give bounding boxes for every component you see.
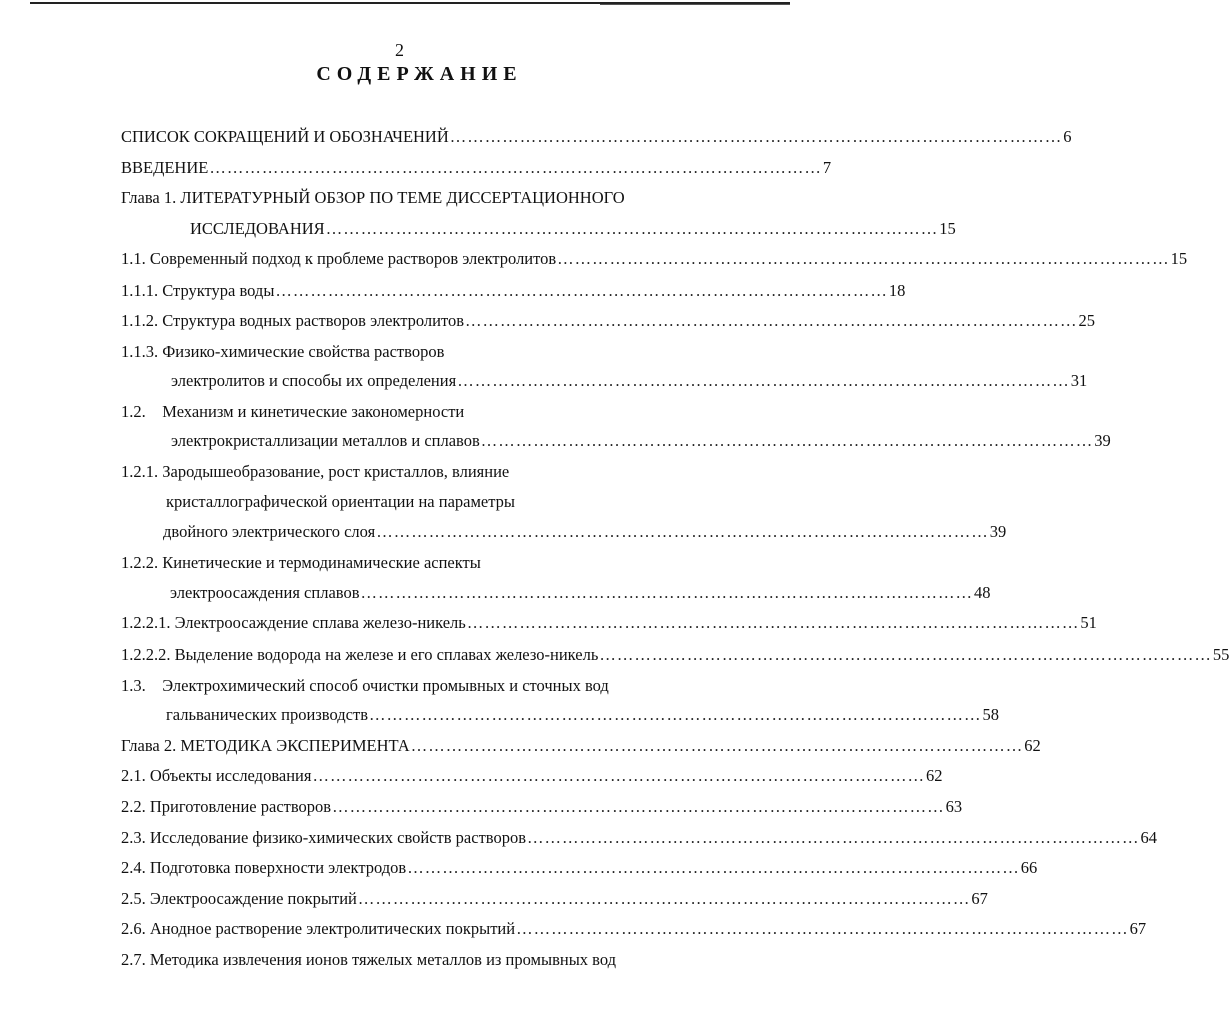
toc-entry-page: 6: [1063, 127, 1072, 146]
toc-entry: [121, 827, 1158, 849]
page-number: 2: [395, 40, 404, 60]
toc-entry: [121, 796, 963, 818]
toc-entry-page: 55: [1212, 645, 1229, 664]
toc-entry-page: 31: [1070, 371, 1088, 390]
toc-entry: [166, 704, 999, 726]
toc-entry: [121, 126, 1072, 148]
toc-leader-dots: ……………………………………………………………………………………………: [209, 158, 822, 177]
toc-leader-dots: ……………………………………………………………………………………………: [407, 858, 1020, 877]
toc-leader-dots: ……………………………………………………………………………………………: [275, 281, 888, 300]
top-border-line-secondary: [600, 4, 790, 5]
toc-leader-dots: ……………………………………………………………………………………………: [557, 249, 1170, 268]
toc-leader-dots: ……………………………………………………………………………………………: [332, 797, 945, 816]
toc-entry-page: 67: [1129, 919, 1147, 938]
toc-entry-page: 62: [1024, 736, 1041, 755]
toc-leader-dots: ……………………………………………………………………………………………: [368, 705, 982, 724]
toc-leader-dots: ……………………………………………………………………………………………: [376, 522, 989, 541]
toc-entry-text: ИССЛЕДОВАНИЯ: [190, 219, 325, 238]
toc-entry-text: 1.1. Современный подход к проблеме растворов электролитов: [121, 249, 557, 268]
toc-entry: [121, 310, 1095, 332]
toc-entry-text: 2.5. Электроосаждение покрытий: [121, 889, 357, 908]
toc-entry: [171, 430, 1111, 452]
toc-entry: [121, 644, 1229, 666]
toc-entry-page: 39: [989, 522, 1007, 541]
toc-entry: [121, 857, 1038, 879]
toc-leader-dots: ……………………………………………………………………………………………: [325, 219, 939, 238]
page-title: СОДЕРЖАНИЕ: [316, 63, 523, 85]
toc-entry-text: ВВЕДЕНИЕ: [121, 158, 209, 177]
toc-entry: [163, 521, 1007, 543]
toc-leader-dots: ……………………………………………………………………………………………: [360, 583, 973, 602]
toc-entry-page: 51: [1080, 613, 1097, 632]
toc-entry-page: 64: [1140, 828, 1158, 847]
toc-entry-page: 39: [1094, 431, 1111, 450]
toc-entry-text: 1.2.1. Зародышеобразование, рост кристаллов, влияние: [121, 462, 510, 481]
toc-entry-page: 66: [1020, 858, 1038, 877]
toc-entry-page: 48: [973, 583, 991, 602]
toc-entry: [121, 888, 988, 910]
toc-entry-text: электроосаждения сплавов: [170, 583, 360, 602]
toc-entry-text: 2.7. Методика извлечения ионов тяжелых металлов из промывных вод: [121, 950, 617, 969]
toc-entry: [121, 248, 1188, 270]
toc-entry-page: 58: [982, 705, 999, 724]
toc-entry-text: Глава 1. ЛИТЕРАТУРНЫЙ ОБЗОР ПО ТЕМЕ ДИССЕРТАЦИОННОГО: [121, 188, 625, 207]
toc-leader-dots: ……………………………………………………………………………………………: [449, 127, 1063, 146]
toc-leader-dots: ……………………………………………………………………………………………: [357, 889, 971, 908]
toc-entry-text: 1.2. Механизм и кинетические закономерности: [121, 402, 465, 421]
toc-leader-dots: ……………………………………………………………………………………………: [480, 431, 1094, 450]
toc-entry-text: 2.1. Объекты исследования: [121, 766, 312, 785]
toc-entry: [121, 157, 832, 179]
toc-entry-text: кристаллографической ориентации на параметры: [166, 492, 515, 511]
toc-entry: [121, 765, 943, 787]
toc-entry: [121, 612, 1097, 634]
toc-leader-dots: ……………………………………………………………………………………………: [527, 828, 1140, 847]
toc-entry: [171, 370, 1088, 392]
toc-entry-text: электрокристаллизации металлов и сплавов: [171, 431, 480, 450]
toc-entry-text: электролитов и способы их определения: [171, 371, 457, 390]
toc-entry-page: 15: [939, 219, 956, 238]
toc-entry-text: 1.2.2.2. Выделение водорода на железе и его сплавах железо-никель: [121, 645, 599, 664]
toc-entry-page: 18: [888, 281, 906, 300]
toc-entry-page: 25: [1078, 311, 1095, 330]
toc-leader-dots: ……………………………………………………………………………………………: [599, 645, 1212, 664]
toc-entry-page: 7: [822, 158, 832, 177]
toc-leader-dots: ……………………………………………………………………………………………: [312, 766, 925, 785]
toc-entry-text: СПИСОК СОКРАЩЕНИЙ И ОБОЗНАЧЕНИЙ: [121, 127, 449, 146]
toc-entry-page: 67: [971, 889, 988, 908]
toc-entry-text: 1.3. Электрохимический способ очистки промывных и сточных вод: [121, 676, 609, 695]
toc-entry-text: 2.4. Подготовка поверхности электродов: [121, 858, 407, 877]
toc-entry-text: 2.2. Приготовление растворов: [121, 797, 332, 816]
toc-leader-dots: ……………………………………………………………………………………………: [410, 736, 1024, 755]
toc-entry-text: 1.1.2. Структура водных растворов электролитов: [121, 311, 464, 330]
toc-entry: [121, 918, 1147, 940]
toc-entry-text: 1.1.1. Структура воды: [121, 281, 275, 300]
toc-entry-text: 1.2.2. Кинетические и термодинамические аспекты: [121, 553, 481, 572]
toc-entry-text: двойного электрического слоя: [163, 522, 376, 541]
toc-entry-text: 2.3. Исследование физико-химических свойств растворов: [121, 828, 527, 847]
toc-entry-page: 63: [945, 797, 963, 816]
toc-entry-text: 1.1.3. Физико-химические свойства растворов: [121, 342, 445, 361]
toc-entry: [190, 218, 956, 240]
toc-leader-dots: ……………………………………………………………………………………………: [466, 613, 1080, 632]
toc-entry-text: Глава 2. МЕТОДИКА ЭКСПЕРИМЕНТА: [121, 736, 410, 755]
toc-entry-page: 62: [925, 766, 943, 785]
toc-entry: [121, 280, 906, 302]
toc-leader-dots: ……………………………………………………………………………………………: [516, 919, 1129, 938]
toc-entry: [121, 735, 1041, 757]
toc-entry-text: 2.6. Анодное растворение электролитических покрытий: [121, 919, 516, 938]
toc-entry-text: 1.2.2.1. Электроосаждение сплава железо-никель: [121, 613, 466, 632]
toc-entry-page: 15: [1170, 249, 1188, 268]
toc-entry: [170, 582, 991, 604]
toc-leader-dots: ……………………………………………………………………………………………: [465, 311, 1078, 330]
toc-entry-text: гальванических производств: [166, 705, 368, 724]
toc-leader-dots: ……………………………………………………………………………………………: [457, 371, 1070, 390]
